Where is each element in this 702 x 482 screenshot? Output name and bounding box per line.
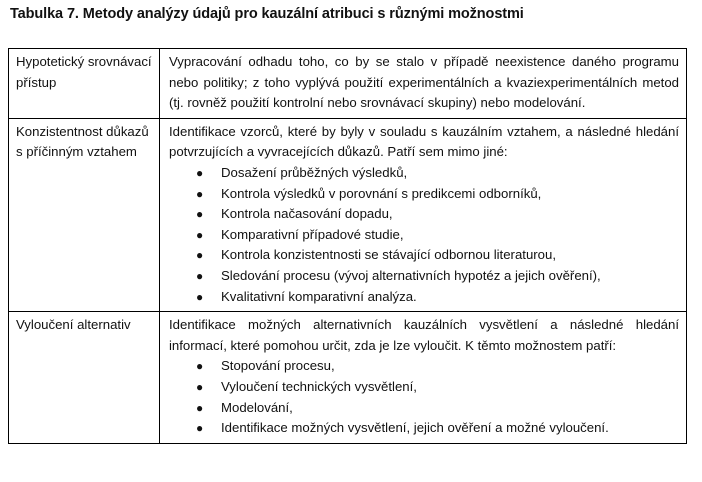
list-item-text: Stopování procesu,	[221, 358, 335, 374]
list-item	[169, 204, 679, 225]
list-item-text: Komparativní případové studie,	[221, 226, 404, 242]
list-item	[169, 225, 679, 246]
list-item-text: Identifikace možných vysvětlení, jejich ověření a možné vyloučení.	[221, 420, 609, 436]
bullet-icon: ●	[196, 227, 204, 242]
method-description: Identifikace možných alternativních kauzálních vysvětlení a následné hledání informací, které pomohou určit, zda je lze vyloučit. K těmto možnostem patří:	[169, 317, 679, 353]
bullet-icon: ●	[196, 379, 204, 394]
list-item	[169, 398, 679, 419]
bullet-icon: ●	[196, 268, 204, 283]
method-label-cell	[9, 118, 160, 311]
list-item	[169, 245, 679, 266]
method-label-cell	[9, 312, 160, 444]
list-item	[169, 184, 679, 205]
list-item-text: Kontrola konzistentnosti se stávající odbornou literaturou,	[221, 247, 557, 263]
list-item-text: Vyloučení technických vysvětlení,	[221, 378, 417, 394]
list-item-text: Dosažení průběžných výsledků,	[221, 164, 408, 180]
table-row	[9, 118, 687, 311]
methods-table	[8, 48, 687, 444]
method-description-cell	[160, 49, 687, 119]
bullet-icon: ●	[196, 248, 204, 263]
list-item	[169, 287, 679, 308]
bullet-icon: ●	[196, 289, 204, 304]
method-description: Identifikace vzorců, které by byly v souladu s kauzálním vztahem, a následné hledání potvrzujících a vyvracejících důkazů. Patří sem mimo jiné:	[169, 123, 679, 160]
list-item	[169, 266, 679, 287]
method-description-cell	[160, 312, 687, 444]
method-label-cell	[9, 49, 160, 119]
table-row	[9, 49, 687, 119]
method-label: Vyloučení alternativ	[16, 317, 131, 333]
list-item	[169, 163, 679, 184]
list-item	[169, 418, 679, 439]
list-item-text: Kontrola výsledků v porovnání s predikcemi odborníků,	[221, 185, 542, 201]
list-item	[169, 356, 679, 377]
bullet-icon: ●	[196, 359, 204, 374]
method-label: Hypotetický srovnávací přístup	[16, 54, 152, 90]
method-description: Vypracování odhadu toho, co by se stalo v případě neexistence daného programu nebo politiky; z toho vyplývá použití experimentálních a kvaziexperimentálních metod (tj. rovněž použití kontrolní nebo srovnávací skupiny) nebo modelování.	[169, 54, 679, 111]
bullet-icon: ●	[196, 186, 204, 201]
list-item-text: Modelování,	[221, 399, 293, 415]
method-label: Konzistentnost důkazů s příčinným vztahem	[16, 123, 149, 160]
list-item-text: Sledování procesu (vývoj alternativních hypotéz a jejich ověření),	[221, 267, 601, 283]
table-row	[9, 312, 687, 444]
bullet-icon: ●	[196, 400, 204, 415]
list-item	[169, 377, 679, 398]
bullet-icon: ●	[196, 207, 204, 222]
method-list	[169, 163, 679, 307]
method-description-cell	[160, 118, 687, 311]
bullet-icon: ●	[196, 421, 204, 436]
list-item-text: Kvalitativní komparativní analýza.	[221, 288, 417, 304]
method-list	[169, 356, 679, 438]
list-item-text: Kontrola načasování dopadu,	[221, 206, 393, 222]
bullet-icon: ●	[196, 165, 204, 180]
table-caption: Tabulka 7. Metody analýzy údajů pro kauzální atribuci s různými možnostmi	[10, 6, 524, 22]
